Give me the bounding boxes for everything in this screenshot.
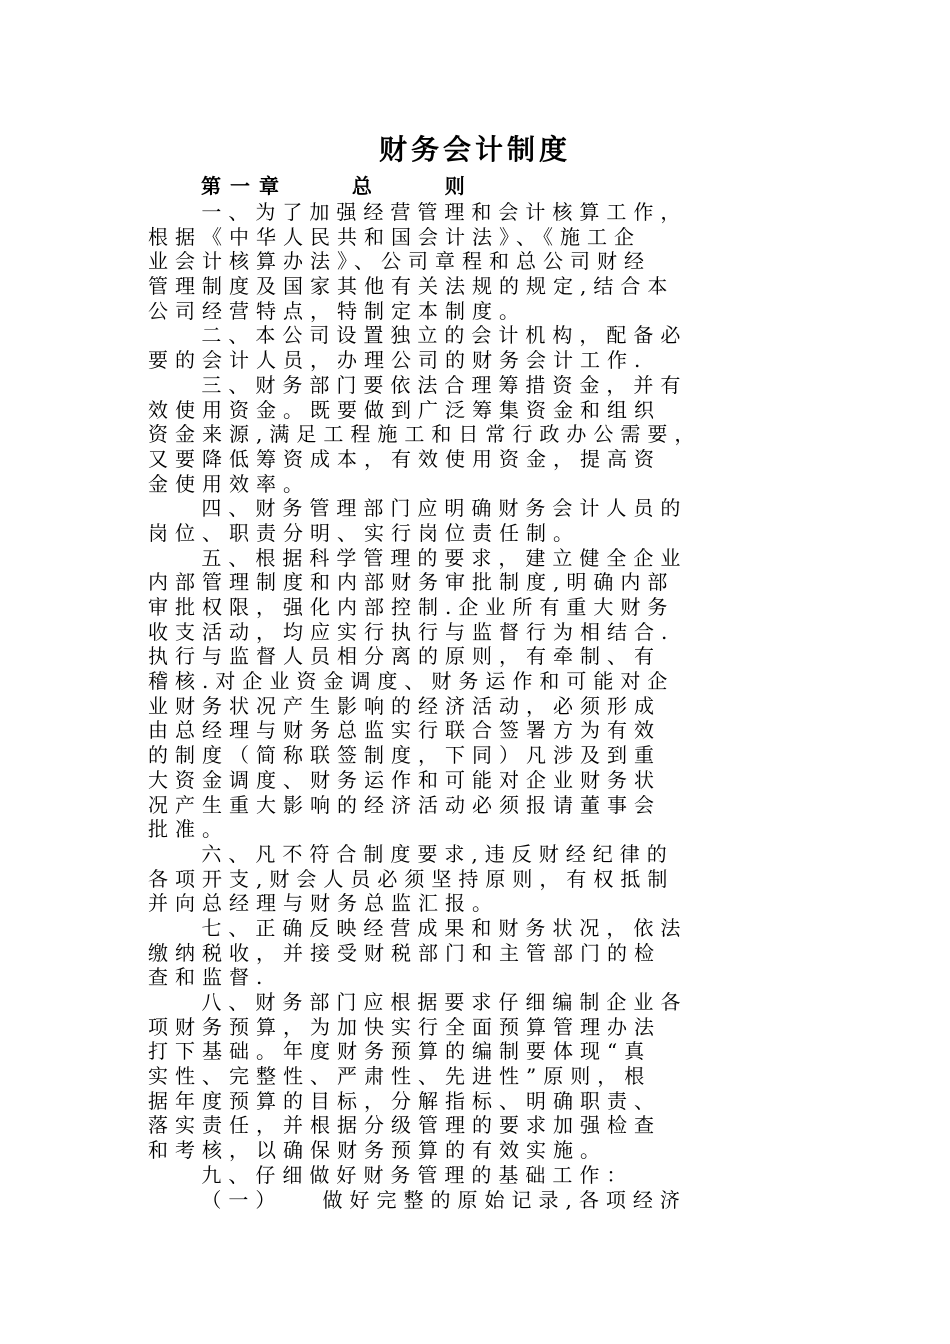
body-line: （一） 做好完整的原始记录,各项经济: [148, 1187, 687, 1212]
body-line: 又要降低筹资成本，有效使用资金，提高资: [148, 446, 661, 471]
body-line: 收支活动，均应实行执行与监督行为相结合.: [148, 619, 675, 644]
body-line: 项财务预算，为加快实行全面预算管理办法: [148, 1014, 661, 1039]
chapter-heading: 第一章 总 则: [201, 174, 474, 198]
body-line: 由总经理与财务总监实行联合签署方为有效: [148, 718, 661, 743]
body-line: 根据《中华人民共和国会计法》、《施工企: [148, 224, 641, 249]
body-line: 打下基础。年度财务预算的编制要体现“真: [148, 1039, 652, 1064]
body-line: 业财务状况产生影响的经济活动，必须形成: [148, 693, 661, 718]
body-line: 九、仔细做好财务管理的基础工作：: [148, 1162, 634, 1187]
document-body: [148, 200, 808, 1212]
body-line: 各项开支,财会人员必须坚持原则，有权抵制: [148, 866, 675, 891]
body-line: 岗位、职责分明、实行岗位责任制。: [148, 520, 580, 545]
body-line: 据年度预算的目标，分解指标、明确职责、: [148, 1088, 661, 1113]
body-line: 管理制度及国家其他有关法规的规定,结合本: [148, 274, 675, 299]
body-line: 落实责任，并根据分级管理的要求加强检查: [148, 1113, 661, 1138]
body-line: 执行与监督人员相分离的原则，有牵制、有: [148, 644, 661, 669]
body-line: 五、根据科学管理的要求，建立健全企业: [148, 545, 688, 570]
body-line: 并向总经理与财务总监汇报。: [148, 891, 499, 916]
body-line: 业会计核算办法》、公司章程和总公司财经: [148, 249, 651, 274]
body-line: 公司经营特点，特制定本制度。: [148, 298, 526, 323]
body-line: 七、正确反映经营成果和财务状况，依法: [148, 915, 688, 940]
body-line: 批准。: [148, 817, 229, 842]
body-line: 况产生重大影响的经济活动必须报请董事会: [148, 792, 661, 817]
body-line: 实性、完整性、严肃性、先进性”原则，根: [148, 1064, 652, 1089]
body-line: 大资金调度、财务运作和可能对企业财务状: [148, 767, 661, 792]
body-line: 审批权限，强化内部控制.企业所有重大财务: [148, 595, 675, 619]
body-line: 一、为了加强经营管理和会计核算工作，: [148, 200, 688, 224]
body-line: 六、凡不符合制度要求,违反财经纪律的: [148, 841, 674, 866]
body-line: 内部管理制度和内部财务审批制度,明确内部: [148, 570, 675, 595]
body-line: 查和监督.: [148, 965, 270, 990]
body-line: 金使用效率。: [148, 471, 310, 496]
document-title: 财务会计制度: [378, 133, 571, 166]
body-line: 二、本公司设置独立的会计机构，配备必: [148, 323, 688, 348]
body-line: 的制度（简称联签制度，下同）凡涉及到重: [148, 743, 661, 768]
body-line: 八、财务部门应根据要求仔细编制企业各: [148, 990, 688, 1014]
body-line: 稽核.对企业资金调度、财务运作和可能对企: [148, 669, 675, 694]
body-line: 效使用资金。既要做到广泛筹集资金和组织: [148, 397, 661, 422]
body-line: 要的会计人员，办理公司的财务会计工作.: [148, 348, 648, 373]
body-line: 四、财务管理部门应明确财务会计人员的: [148, 496, 688, 521]
body-line: 三、财务部门要依法合理筹措资金，并有: [148, 372, 688, 397]
body-line: 和考核，以确保财务预算的有效实施。: [148, 1138, 607, 1163]
body-line: 资金来源,满足工程施工和日常行政办公需要，: [148, 422, 702, 447]
body-line: 缴纳税收，并接受财税部门和主管部门的检: [148, 940, 661, 965]
